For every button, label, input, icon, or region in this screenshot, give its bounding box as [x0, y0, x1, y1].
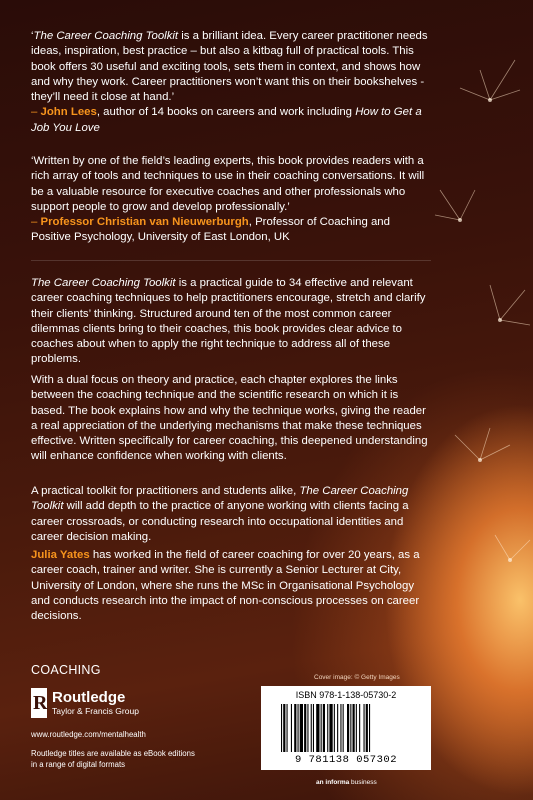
dandelion-seeds-illustration: [420, 40, 533, 740]
barcode-bar: [283, 704, 285, 752]
barcode-bar: [353, 704, 355, 752]
barcode-bar: [340, 704, 341, 752]
blurb-paragraph-2: With a dual focus on theory and practice, each chapter explores the links between the coaching technique and the scientific research on which it is based. The book explains how and why the technique works, giving the reader a real appreciation of the underlying mechanisms that make these techniques effective. Written specifically for career coaching, this deepened understanding will enhance confidence when working with clients.: [31, 374, 428, 463]
barcode-bar: [329, 704, 332, 752]
barcode-digits: 9 781138 057302: [294, 754, 397, 766]
blurb-paragraph-1: [31, 276, 433, 368]
publisher-name-block: [52, 690, 139, 716]
publisher-name: Routledge: [52, 689, 126, 706]
book-title-italic: The Career Coaching Toolkit: [31, 277, 176, 289]
barcode-bar: [364, 704, 365, 752]
barcode-bar: [298, 704, 299, 752]
attribution-dash: –: [31, 216, 41, 229]
barcode-bar: [369, 704, 370, 752]
blurb-text: is a practical guide to 34 effective and relevant career coaching techniques to help practitioners encourage, stretch and clarify their clients’ thinking. Structured around ten of the most common career dilemmas clients bring to their coaches, this book provides clear advice to coaches about when to apply the right technique to address all of these problems.: [31, 277, 426, 366]
ebook-note: Routledge titles are available as eBook editions in a range of digital formats: [31, 749, 195, 769]
author-name: Julia Yates: [31, 549, 90, 561]
author-bio: [31, 548, 433, 624]
routledge-logo-icon: [31, 688, 47, 718]
barcode-bar: [323, 704, 325, 752]
endorsement-attribution: [31, 105, 431, 136]
quote-open: ‘: [31, 30, 34, 42]
barcode-bar: [281, 704, 282, 752]
barcode-bar: [359, 704, 360, 752]
barcode-bar: [350, 704, 351, 752]
barcode-bar: [334, 704, 335, 752]
barcode-bar: [321, 704, 322, 752]
barcode-bar: [300, 704, 303, 752]
endorser-book-title: How to Get a Job You Love: [31, 106, 422, 134]
barcode-bar: [311, 704, 312, 752]
barcode-bar: [294, 704, 296, 752]
book-title-italic: The Career Coaching Toolkit: [33, 30, 179, 42]
attribution-dash: –: [31, 106, 41, 119]
cover-image-credit: Cover image: © Getty Images: [314, 674, 400, 681]
barcode-bar: [366, 704, 368, 752]
barcode-bar: [327, 704, 328, 752]
isbn-label: ISBN 978-1-138-05730-2: [295, 690, 397, 700]
barcode-bar: [287, 704, 288, 752]
barcode-bar: [316, 704, 319, 752]
endorsement-attribution: [31, 215, 431, 246]
quote-text: is a brilliant idea. Every career practitioner needs ideas, inspiration, best practice – but also a kitbag full of practical tools. This book offers 30 useful and exciting tools, sets them in context, and shows how and why they work. Career practitioners won’t want this on their bookshelves - they’ll need it close at hand.’: [31, 30, 428, 104]
logo-letter: R: [33, 692, 48, 714]
endorser-name: John Lees: [40, 106, 97, 119]
endorsement-quote: ‘Written by one of the field’s leading experts, this book provides readers with a rich array of tools and techniques to use in their coaching conversations. It will be a valuable resource for executive coaches and other professionals who support people to grow and develop professionally.’: [31, 155, 425, 213]
barcode-bar: [356, 704, 357, 752]
barcode-bar: [313, 704, 314, 752]
publisher-url: www.routledge.com/mentalhealth: [31, 730, 146, 739]
endorser-name: Professor Christian van Nieuwerburgh: [40, 216, 249, 229]
section-divider: [31, 260, 431, 261]
subject-category: COACHING: [31, 663, 101, 677]
publisher-group: Taylor & Francis Group: [52, 706, 139, 716]
informa-bold: an informa: [316, 779, 350, 786]
blurb-text: will add depth to the practice of anyone working with clients facing a career crossroads, or conducting research into occupational identities and career decision making.: [31, 500, 409, 543]
book-title-italic: The Career Coaching Toolkit: [31, 485, 409, 513]
endorsement-christian-van-nieuwerburgh: [31, 154, 431, 246]
informa-rest: business: [349, 779, 377, 786]
barcode-bar: [347, 704, 349, 752]
author-bio-text: has worked in the field of career coaching for over 20 years, as a career coach, trainer and writer. She is currently a Senior Lecturer at City, University of London, where she runs the MSc in Organisational Psychology and conducts research into the impact of non-conscious processes on career decisions.: [31, 549, 420, 623]
endorsement-quote: [31, 29, 431, 105]
barcode-bar: [337, 704, 338, 752]
endorser-role: , Professor of Coaching and Positive Psychology, University of East London, UK: [31, 216, 390, 244]
barcode-bar: [307, 704, 308, 752]
blurb-text: A practical toolkit for practitioners and students alike,: [31, 485, 300, 497]
blurb-paragraph-3: [31, 484, 433, 545]
barcode-bar: [291, 704, 292, 752]
informa-business-note: [316, 779, 377, 786]
endorser-role: , author of 14 books on careers and work including: [96, 106, 356, 119]
barcode-bars: [281, 704, 411, 752]
barcode-bar: [343, 704, 344, 752]
barcode-bar: [304, 704, 306, 752]
isbn-barcode: [261, 686, 431, 770]
publisher-logo: [31, 688, 139, 718]
endorsement-john-lees: [31, 29, 431, 136]
